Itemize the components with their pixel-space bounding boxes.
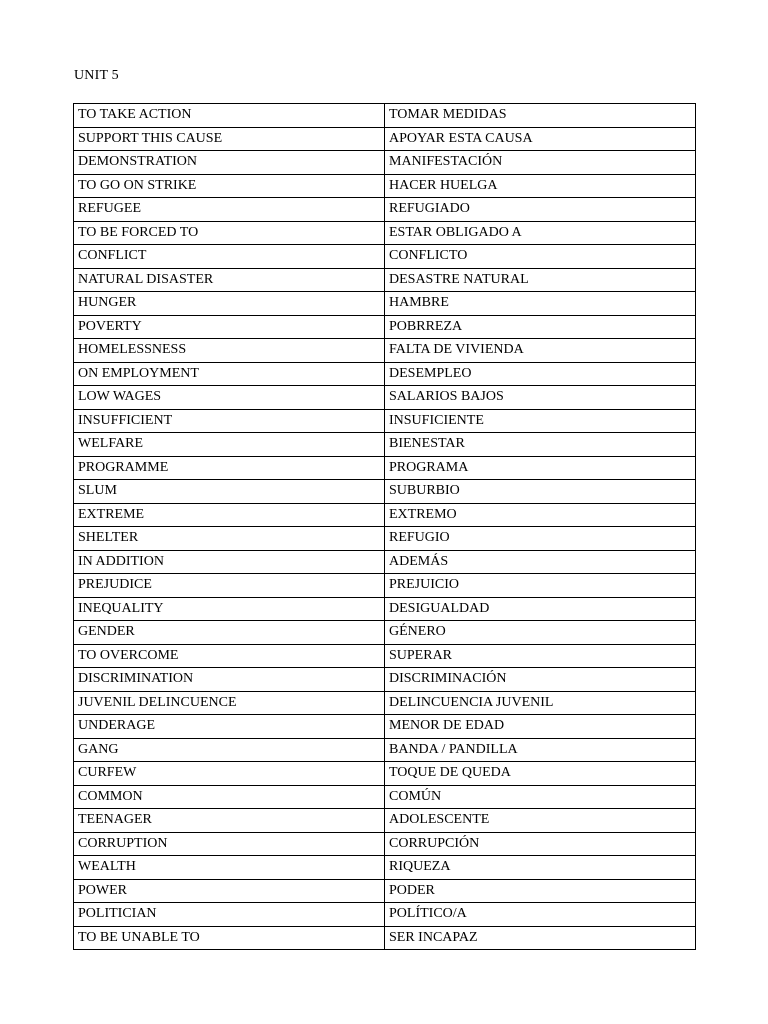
spanish-term-cell: TOMAR MEDIDAS: [385, 104, 696, 128]
spanish-term-cell: SER INCAPAZ: [385, 926, 696, 950]
table-row: [74, 480, 696, 504]
table-row: [74, 362, 696, 386]
spanish-term-cell: ESTAR OBLIGADO A: [385, 221, 696, 245]
table-row: [74, 903, 696, 927]
english-term-cell: POLITICIAN: [74, 903, 385, 927]
english-term-cell: PREJUDICE: [74, 574, 385, 598]
table-row: [74, 245, 696, 269]
spanish-term-cell: CORRUPCIÓN: [385, 832, 696, 856]
english-term-cell: INSUFFICIENT: [74, 409, 385, 433]
table-row: [74, 879, 696, 903]
table-row: [74, 433, 696, 457]
table-row: [74, 151, 696, 175]
english-term-cell: POVERTY: [74, 315, 385, 339]
table-row: [74, 503, 696, 527]
page-title: UNIT 5: [74, 68, 119, 83]
spanish-term-cell: SUBURBIO: [385, 480, 696, 504]
table-row: [74, 339, 696, 363]
table-row: [74, 715, 696, 739]
spanish-term-cell: REFUGIADO: [385, 198, 696, 222]
spanish-term-cell: MENOR DE EDAD: [385, 715, 696, 739]
english-term-cell: SUPPORT THIS CAUSE: [74, 127, 385, 151]
spanish-term-cell: POBRREZA: [385, 315, 696, 339]
table-row: [74, 785, 696, 809]
english-term-cell: INEQUALITY: [74, 597, 385, 621]
english-term-cell: HUNGER: [74, 292, 385, 316]
spanish-term-cell: PROGRAMA: [385, 456, 696, 480]
english-term-cell: HOMELESSNESS: [74, 339, 385, 363]
table-row: [74, 386, 696, 410]
table-row: [74, 762, 696, 786]
spanish-term-cell: POLÍTICO/A: [385, 903, 696, 927]
spanish-term-cell: TOQUE DE QUEDA: [385, 762, 696, 786]
table-row: [74, 527, 696, 551]
table-row: [74, 926, 696, 950]
spanish-term-cell: PODER: [385, 879, 696, 903]
english-term-cell: ON EMPLOYMENT: [74, 362, 385, 386]
spanish-term-cell: HACER HUELGA: [385, 174, 696, 198]
english-term-cell: UNDERAGE: [74, 715, 385, 739]
table-row: [74, 809, 696, 833]
spanish-term-cell: DESASTRE NATURAL: [385, 268, 696, 292]
english-term-cell: TO TAKE ACTION: [74, 104, 385, 128]
spanish-term-cell: HAMBRE: [385, 292, 696, 316]
english-term-cell: SLUM: [74, 480, 385, 504]
spanish-term-cell: REFUGIO: [385, 527, 696, 551]
vocabulary-table: [73, 103, 696, 950]
english-term-cell: WELFARE: [74, 433, 385, 457]
spanish-term-cell: DISCRIMINACIÓN: [385, 668, 696, 692]
spanish-term-cell: BIENESTAR: [385, 433, 696, 457]
english-term-cell: NATURAL DISASTER: [74, 268, 385, 292]
english-term-cell: COMMON: [74, 785, 385, 809]
english-term-cell: TO BE FORCED TO: [74, 221, 385, 245]
english-term-cell: TO GO ON STRIKE: [74, 174, 385, 198]
spanish-term-cell: EXTREMO: [385, 503, 696, 527]
english-term-cell: TO BE UNABLE TO: [74, 926, 385, 950]
english-term-cell: CONFLICT: [74, 245, 385, 269]
table-row: [74, 621, 696, 645]
vocabulary-table-body: [74, 104, 696, 950]
spanish-term-cell: ADEMÁS: [385, 550, 696, 574]
english-term-cell: DEMONSTRATION: [74, 151, 385, 175]
table-row: [74, 292, 696, 316]
table-row: [74, 174, 696, 198]
table-row: [74, 409, 696, 433]
spanish-term-cell: DESEMPLEO: [385, 362, 696, 386]
english-term-cell: SHELTER: [74, 527, 385, 551]
english-term-cell: POWER: [74, 879, 385, 903]
table-row: [74, 198, 696, 222]
table-row: [74, 738, 696, 762]
english-term-cell: JUVENIL DELINCUENCE: [74, 691, 385, 715]
spanish-term-cell: DELINCUENCIA JUVENIL: [385, 691, 696, 715]
table-row: [74, 691, 696, 715]
spanish-term-cell: BANDA / PANDILLA: [385, 738, 696, 762]
spanish-term-cell: FALTA DE VIVIENDA: [385, 339, 696, 363]
spanish-term-cell: COMÚN: [385, 785, 696, 809]
table-row: [74, 856, 696, 880]
english-term-cell: GENDER: [74, 621, 385, 645]
spanish-term-cell: MANIFESTACIÓN: [385, 151, 696, 175]
english-term-cell: TEENAGER: [74, 809, 385, 833]
english-term-cell: LOW WAGES: [74, 386, 385, 410]
table-row: [74, 832, 696, 856]
english-term-cell: WEALTH: [74, 856, 385, 880]
spanish-term-cell: GÉNERO: [385, 621, 696, 645]
english-term-cell: PROGRAMME: [74, 456, 385, 480]
table-row: [74, 221, 696, 245]
table-row: [74, 104, 696, 128]
spanish-term-cell: ADOLESCENTE: [385, 809, 696, 833]
english-term-cell: CURFEW: [74, 762, 385, 786]
spanish-term-cell: APOYAR ESTA CAUSA: [385, 127, 696, 151]
spanish-term-cell: INSUFICIENTE: [385, 409, 696, 433]
table-row: [74, 644, 696, 668]
english-term-cell: IN ADDITION: [74, 550, 385, 574]
spanish-term-cell: CONFLICTO: [385, 245, 696, 269]
spanish-term-cell: SUPERAR: [385, 644, 696, 668]
english-term-cell: GANG: [74, 738, 385, 762]
table-row: [74, 550, 696, 574]
english-term-cell: TO OVERCOME: [74, 644, 385, 668]
table-row: [74, 597, 696, 621]
english-term-cell: EXTREME: [74, 503, 385, 527]
spanish-term-cell: PREJUICIO: [385, 574, 696, 598]
english-term-cell: DISCRIMINATION: [74, 668, 385, 692]
table-row: [74, 668, 696, 692]
english-term-cell: REFUGEE: [74, 198, 385, 222]
spanish-term-cell: DESIGUALDAD: [385, 597, 696, 621]
spanish-term-cell: SALARIOS BAJOS: [385, 386, 696, 410]
table-row: [74, 574, 696, 598]
table-row: [74, 268, 696, 292]
table-row: [74, 127, 696, 151]
table-row: [74, 315, 696, 339]
table-row: [74, 456, 696, 480]
spanish-term-cell: RIQUEZA: [385, 856, 696, 880]
english-term-cell: CORRUPTION: [74, 832, 385, 856]
